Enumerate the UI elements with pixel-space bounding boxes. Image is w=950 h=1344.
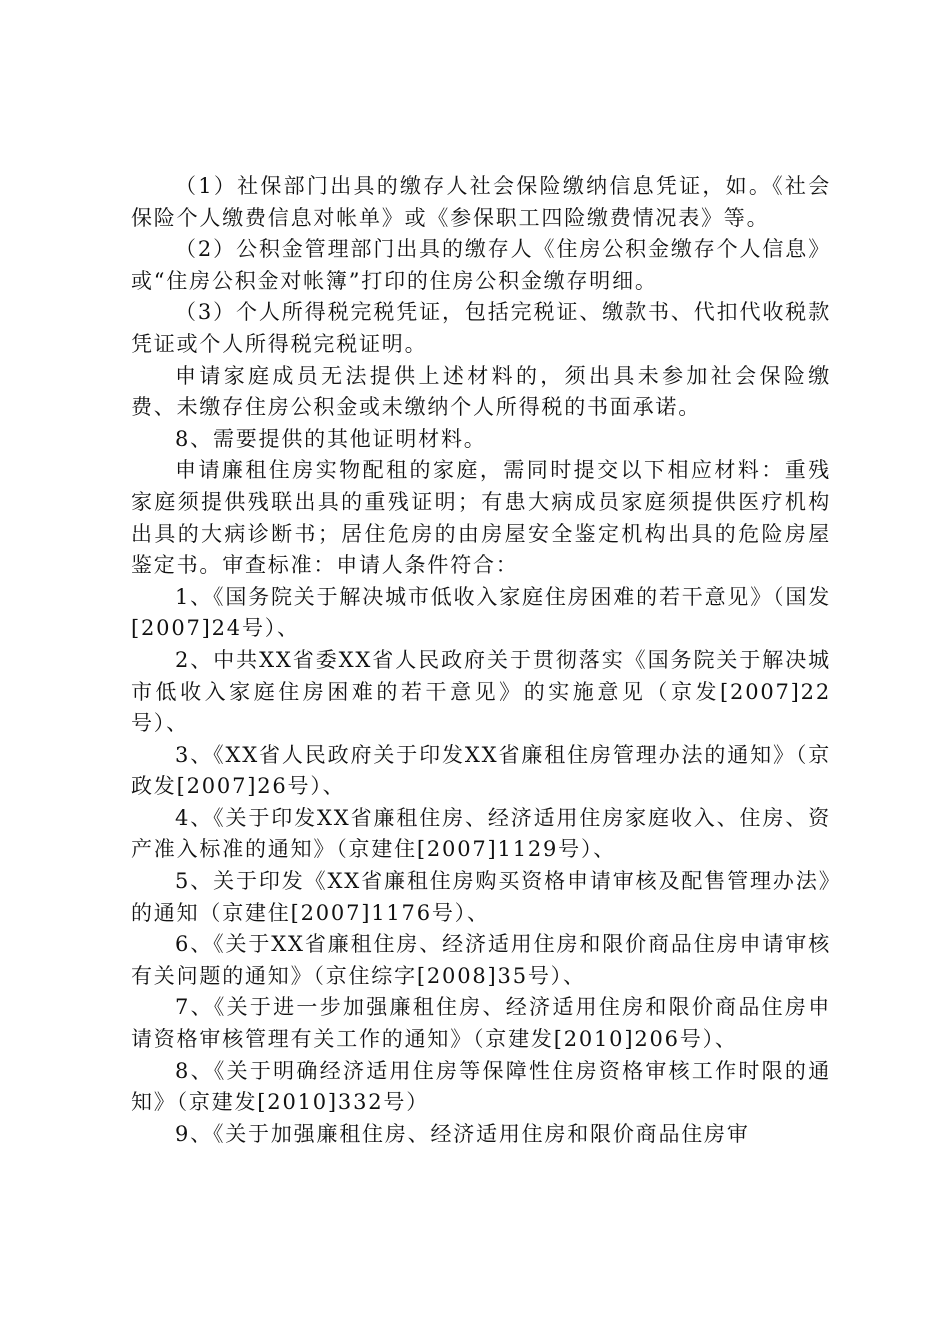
paragraph-income-tax: （3）个人所得税完税凭证，包括完税证、缴款书、代扣代收税款凭证或个人所得税完税证明。	[131, 300, 831, 356]
paragraph-reference-2: 2、中共XX省委XX省人民政府关于贯彻落实《国务院关于解决城市低收入家庭住房困难的若干意见》的实施意见（京发[2007]22号）、	[131, 647, 831, 736]
paragraph-housing-fund: （2）公积金管理部门出具的缴存人《住房公积金缴存个人信息》或“住房公积金对帐簿”打印的住房公积金缴存明细。	[131, 237, 831, 293]
paragraph-reference-3: 3、《XX省人民政府关于印发XX省廉租住房管理办法的通知》（京政发[2007]26号）、	[131, 742, 831, 799]
paragraph-reference-9: 9、《关于加强廉租住房、经济适用住房和限价商品住房审	[175, 1121, 750, 1146]
paragraph-written-commitment: 申请家庭成员无法提供上述材料的，须出具未参加社会保险缴费、未缴存住房公积金或未缴纳个人所得税的书面承诺。	[131, 363, 831, 420]
paragraph-reference-4: 4、《关于印发XX省廉租住房、经济适用住房家庭收入、住房、资产准入标准的通知》（京建住[2007]1129号）、	[131, 805, 831, 862]
document-body	[131, 171, 831, 1150]
paragraph-other-materials-heading: 8、需要提供的其他证明材料。	[175, 426, 487, 451]
paragraph-reference-6: 6、《关于XX省廉租住房、经济适用住房和限价商品住房申请审核有关问题的通知》（京住综字[2008]35号）、	[131, 932, 831, 988]
paragraph-reference-1: 1、《国务院关于解决城市低收入家庭住房困难的若干意见》（国发[2007]24号）、	[131, 584, 831, 641]
paragraph-reference-7: 7、《关于进一步加强廉租住房、经济适用住房和限价商品住房申请资格审核管理有关工作的通知》（京建发[2010]206号）、	[131, 995, 831, 1052]
paragraph-social-insurance: （1）社保部门出具的缴存人社会保险缴纳信息凭证，如。《社会保险个人缴费信息对帐单》或《参保职工四险缴费情况表》等。	[131, 174, 831, 230]
paragraph-rental-requirements: 申请廉租住房实物配租的家庭，需同时提交以下相应材料：重残家庭须提供残联出具的重残证明；有患大病成员家庭须提供医疗机构出具的大病诊断书；居住危房的由房屋安全鉴定机构出具的危险房屋鉴定书。审查标准：申请人条件符合：	[131, 458, 831, 578]
paragraph-reference-5: 5、关于印发《XX省廉租住房购买资格申请审核及配售管理办法》的通知（京建住[2007]1176号）、	[131, 869, 831, 925]
paragraph-reference-8: 8、《关于明确经济适用住房等保障性住房资格审核工作时限的通知》（京建发[2010]332号）	[131, 1058, 831, 1115]
